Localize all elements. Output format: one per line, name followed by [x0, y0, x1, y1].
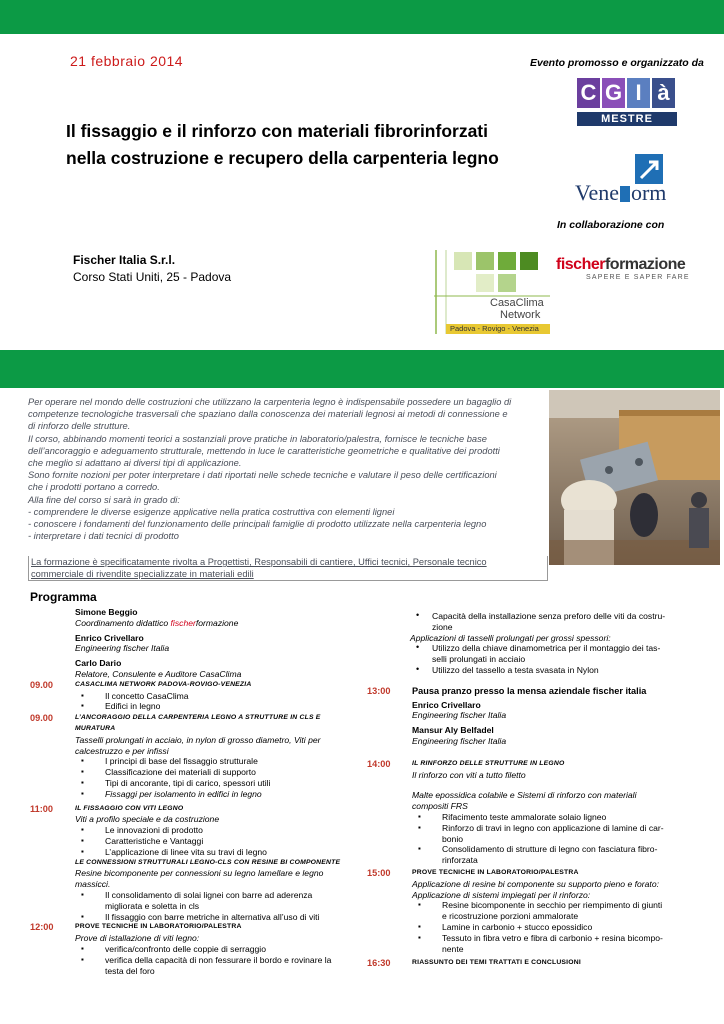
session-title: L’ANCORAGGIO DELLA CARPENTERIA LEGNO A STRUTTURE IN CLS E MURATURA [75, 714, 321, 732]
target-audience [28, 556, 548, 581]
list-item: • Utilizzo della chiave dinamometrica per il montaggio dei tas- [410, 643, 707, 654]
casaclima-line3: Padova - Rovigo - Venezia [450, 324, 539, 333]
list-item-cont: e ricostruzione porzioni ammalorate [442, 911, 579, 922]
session-time: 09.00 [30, 713, 53, 724]
fischer-text: fischer [556, 256, 605, 273]
intro-line: che i prodotti portano a corredo. [28, 482, 160, 493]
session-title: IL RINFORZO DELLE STRUTTURE IN LEGNO [412, 759, 565, 767]
session-time: 15:00 [367, 867, 391, 878]
event-title [66, 118, 499, 172]
cgia-letter: G [602, 78, 625, 108]
session-title: IL FISSAGGIO CON VITI LEGNO [75, 804, 184, 812]
list-item: ▪ Le innovazioni di prodotto [75, 825, 360, 836]
list-item: ▪ Il consolidamento di solai lignei con barre ad aderenza [75, 890, 360, 901]
intro-line: - comprendere le diverse esigenze applicative nella pratica costruttiva con elementi lignei [28, 506, 395, 517]
session-subtitle: Resine bicomponente per connessioni su legno lamellare e legno [75, 868, 324, 879]
list-item: ▪ L’applicazione di linee vita su travi di legno [75, 847, 360, 858]
formazione-text: formazione [604, 256, 686, 273]
session-subtitle: calcestruzzo e per infissi [75, 745, 169, 756]
list-item: ▪ I principi di base del fissaggio strutturale [75, 756, 360, 767]
list-item-cont: selli prolungati in acciaio [432, 654, 526, 665]
list-item: ▪ verifica della capacità di non fessurare il bordo e rovinare la [75, 955, 360, 966]
promo-text: Evento promosso e organizzato da [530, 57, 704, 69]
session-block [367, 958, 707, 969]
course-intro [28, 396, 548, 542]
intro-line: di rinforzo delle strutture. [28, 421, 131, 432]
session-subtitle: massicci. [75, 879, 111, 890]
cgia-sub: MESTRE [577, 112, 677, 126]
list-item: ▪ Fissaggi per isolamento in edifici in legno [75, 789, 360, 800]
session-time: 12:00 [30, 922, 54, 933]
session-title: PROVE TECNICHE IN LABORATORIO/PALESTRA [75, 923, 242, 931]
session-block [30, 680, 360, 712]
session-time: 14:00 [367, 758, 391, 769]
veneform-text-a: Vene [575, 180, 619, 205]
venue-name: Fischer Italia S.r.l. [73, 253, 176, 267]
list-item: ▪ Il concetto CasaClima [75, 691, 360, 702]
target-line-1: La formazione è specificatamente rivolta a Progettisti, Responsabili di cantiere, Uffici tecnici, Personale tecnico [31, 557, 487, 567]
session-block [367, 686, 707, 747]
intro-line: competenze tecnologiche trasversali che spaziano dalla conoscenza dei materiali legnosi ai metodi di connessione e [28, 409, 508, 420]
title-line-2: nella costruzione e recupero della carpenteria legno [66, 148, 499, 168]
list-item: ▪ Rinforzo di travi in legno con applicazione di lamine di car- [412, 823, 707, 834]
programma-right-column [367, 611, 707, 969]
fischer-formazione-logo [556, 256, 716, 290]
list-item: ▪ Caratteristiche e Vantaggi [75, 836, 360, 847]
session-subtitle: compositi FRS [412, 801, 468, 812]
speaker-role: Coordinamento didattico fischerformazione [75, 617, 239, 628]
speaker-name: Mansur Aly Belfadel [412, 725, 494, 736]
cgia-letter: I [627, 78, 650, 108]
intro-line: che meglio si adattano ai diversi tipi di applicazione. [28, 458, 242, 469]
cgia-letter: à [652, 78, 675, 108]
workshop-photo [549, 390, 720, 565]
cgia-mestre-logo [577, 78, 677, 128]
veneform-logo [575, 152, 687, 204]
list-item: ▪ Consolidamento di strutture di legno con fasciatura fibro- [412, 844, 707, 855]
session-subtitle: Applicazioni di tasselli prolungati per grossi spessori: [410, 632, 611, 643]
intro-line: Sono fornite nozioni per poter interpretare i dati riportati nelle schede tecniche e valutare il peso delle certificazioni [28, 470, 497, 481]
session-subtitle: Prove di istallazione di viti legno: [75, 933, 200, 944]
list-item: • Utilizzo del tassello a testa svasata in Nylon [410, 665, 707, 676]
list-item-cont: zione [432, 621, 453, 632]
intro-line: dell’ancoraggio e adeguamento strutturale, mettendo in luce le caratteristiche geometriche e qualitative dei prodotti [28, 445, 500, 456]
session-subtitle: Applicazione di resine bi componente su supporto pieno e forato: [412, 878, 659, 889]
list-item: ▪ Lamine in carbonio + stucco epossidico [412, 922, 707, 933]
casaclima-logo [432, 248, 552, 338]
session-block [367, 868, 707, 954]
list-item: ▪ Tipi di ancorante, tipi di carico, spessori utili [75, 778, 360, 789]
casaclima-line1: CasaClima [490, 297, 544, 309]
event-date: 21 febbraio 2014 [70, 53, 184, 69]
session-block [30, 713, 360, 799]
mid-green-band [0, 350, 724, 388]
list-item: ▪ Classificazione dei materiali di supporto [75, 767, 360, 778]
list-item-cont: nente [442, 943, 464, 954]
session-block [367, 759, 707, 866]
list-item: • Capacità della installazione senza preforo delle viti da costru- [410, 611, 707, 622]
target-line-2: commerciale di rivendite specializzate in materiali edili [31, 569, 254, 580]
intro-line: Il corso, abbinando momenti teorici a sostanziali prove pratiche in laboratorio/palestra, fornisce le tecniche base [28, 433, 487, 444]
programma-left-column [30, 607, 360, 976]
list-item: ▪ Edifici in legno [75, 701, 360, 712]
list-item: ▪ Tessuto in fibra vetro e fibra di carbonio + resina bicompo- [412, 933, 707, 944]
speaker-name: Simone Beggio [75, 607, 138, 617]
list-item: ▪ verifica/confronto delle coppie di serraggio [75, 944, 360, 955]
cgia-letter: C [577, 78, 600, 108]
session-block [30, 922, 360, 976]
session-subtitle: Il rinforzo con viti a tutto filetto [412, 769, 526, 780]
speaker-name: Carlo Dario [75, 658, 122, 669]
intro-line: - interpretare i dati tecnici di prodotto [28, 531, 179, 542]
list-item: ▪ Rifacimento teste ammalorate solaio ligneo [412, 812, 707, 823]
session-block [30, 804, 360, 923]
list-item-cont: rinforzata [442, 855, 478, 866]
speaker-role: Relatore, Consulente e Auditore CasaClima [75, 668, 242, 679]
session-title: LE CONNESSIONI STRUTTURALI LEGNO-CLS CON RESINE BI COMPONENTE [75, 858, 341, 866]
list-item-cont: bonio [442, 833, 464, 844]
list-item: ▪ Il fissaggio con barre metriche in alternativa all’uso di viti [75, 912, 360, 923]
list-item: ▪ Resine bicomponente in secchio per riempimento di giunti [412, 900, 707, 911]
speaker-name: Enrico Crivellaro [75, 632, 144, 643]
speaker-name: Enrico Crivellaro [412, 699, 481, 710]
speaker-role: Engineering fischer Italia [412, 735, 507, 746]
session-title: CASACLIMA NETWORK PADOVA-ROVIGO-VENEZIA [75, 680, 252, 688]
session-title: PROVE TECNICHE IN LABORATORIO/PALESTRA [412, 868, 579, 876]
session-title: Pausa pranzo presso la mensa aziendale fischer italia [412, 685, 647, 696]
fischer-tagline: SAPERE E SAPER FARE [586, 274, 690, 281]
speaker-role: Engineering fischer Italia [412, 710, 507, 721]
top-green-band [0, 0, 724, 34]
veneform-text-b: orm [630, 180, 667, 205]
intro-line: Alla fine del corso si sarà in grado di: [28, 494, 180, 505]
list-item-cont: testa del foro [105, 965, 155, 976]
list-item-cont: migliorata e soletta in cls [105, 900, 200, 911]
session-subtitle: Applicazione di sistemi impiegati per il rinforzo: [412, 889, 591, 900]
casaclima-line2: Network [500, 309, 541, 321]
session-time: 11:00 [30, 803, 53, 814]
title-line-1: Il fissaggio e il rinforzo con materiali fibrorinforzati [66, 121, 488, 141]
session-title: RIASSUNTO DEI TEMI TRATTATI E CONCLUSIONI [412, 959, 581, 967]
venue-address: Corso Stati Uniti, 25 - Padova [73, 270, 232, 284]
collab-text: In collaborazione con [557, 219, 665, 231]
programma-title: Programma [30, 590, 97, 604]
session-time: 13:00 [367, 685, 391, 696]
session-time: 16:30 [367, 958, 391, 969]
session-time: 09.00 [30, 679, 53, 690]
session-subtitle: Malte epossidica colabile e Sistemi di rinforzo con materiali [412, 790, 637, 801]
intro-line: Per operare nel mondo delle costruzioni che utilizzano la carpenteria legno è indispensabile possedere un bagaglio di [28, 397, 512, 407]
speaker-role: Engineering fischer Italia [75, 643, 170, 654]
session-subtitle: Tasselli prolungati in acciaio, in nylon di grosso diametro, Viti per [75, 734, 321, 745]
intro-line: - conoscere i fondamenti del funzionamento delle principali famiglie di prodotto utilizzate nella carpenteria legno [28, 519, 487, 530]
session-subtitle: Viti a profilo speciale e da costruzione [75, 814, 220, 825]
